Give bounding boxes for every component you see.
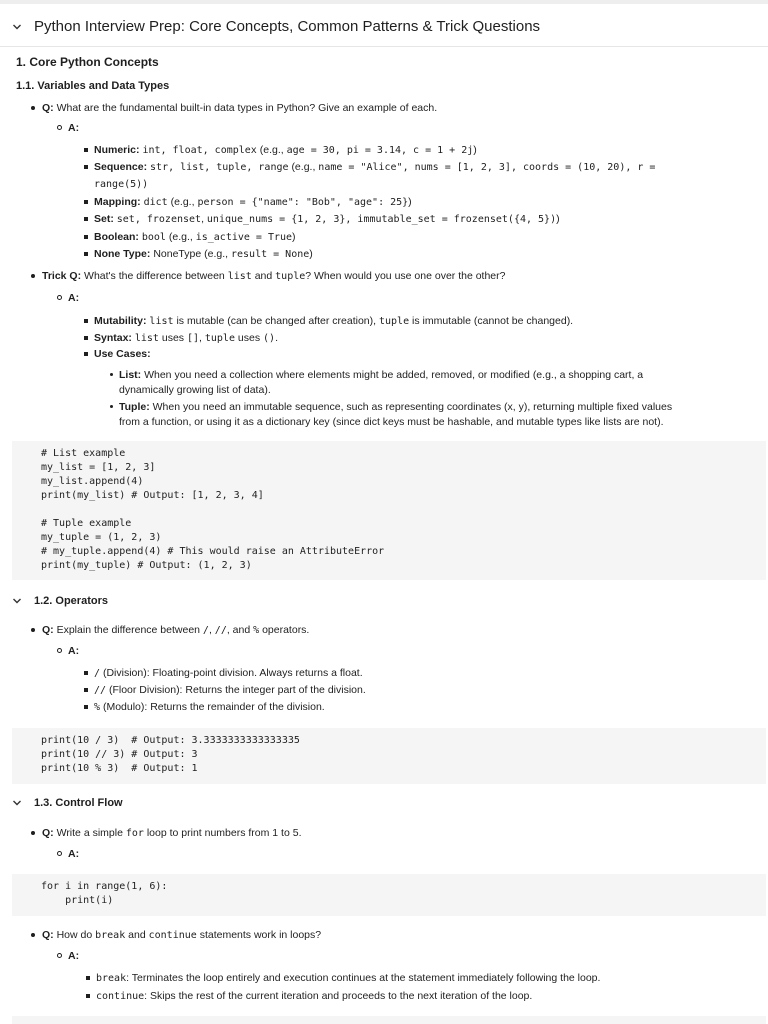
question-5: Q: How do break and continue statements work in loops? <box>42 929 322 941</box>
break-item: break: Terminates the loop entirely and execution continues at the statement immediately following the loop. <box>96 972 601 984</box>
section-heading-1-1: 1.1. Variables and Data Types <box>16 80 170 92</box>
operator-division: / (Division): Floating-point division. Always returns a float. <box>94 667 363 679</box>
datatype-set: Set: set, frozenset, unique_nums = {1, 2, 3}, immutable_set = frozenset({4, 5})) <box>94 213 560 225</box>
answer-label-5: A: <box>68 950 80 962</box>
document-header[interactable] <box>12 18 540 35</box>
section-heading-1-3: 1.3. Control Flow <box>34 797 123 809</box>
question-4: Q: Write a simple for loop to print numbers from 1 to 5. <box>42 827 302 839</box>
section-heading-1-2-row[interactable] <box>12 595 108 607</box>
code-block-list-tuple: # List example my_list = [1, 2, 3] my_list.append(4) print(my_list) # Output: [1, 2, 3, 4] # Tuple example my_tuple = (1, 2, 3) # my_tuple.append(4) # This would raise an AttributeError print(my_tuple) # Output: (1, 2, 3) <box>12 441 766 580</box>
datatype-boolean: Boolean: bool (e.g., is_active = True) <box>94 231 296 243</box>
datatype-sequence: Sequence: str, list, tuple, range (e.g., name = "Alice", nums = [1, 2, 3], coords = (10, 20), r = <box>94 161 656 173</box>
answer-label-2: A: <box>68 292 80 304</box>
code-block-for-loop: for i in range(1, 6): print(i) <box>12 874 766 916</box>
operator-modulo: % (Modulo): Returns the remainder of the division. <box>94 701 325 713</box>
section-heading-1: 1. Core Python Concepts <box>16 55 159 69</box>
datatype-numeric: Numeric: int, float, complex (e.g., age = 30, pi = 3.14, c = 1 + 2j) <box>94 144 477 156</box>
use-case-list-cont: dynamically growing list of data). <box>119 384 271 396</box>
use-cases-item: Use Cases: <box>94 348 151 360</box>
answer-label-3: A: <box>68 645 80 657</box>
operator-floor-division: // (Floor Division): Returns the integer part of the division. <box>94 684 366 696</box>
code-block-operators: print(10 / 3) # Output: 3.3333333333333335 print(10 // 3) # Output: 3 print(10 % 3) # Output: 1 <box>12 728 766 784</box>
chevron-down-icon[interactable] <box>12 798 22 808</box>
datatype-sequence-cont: range(5)) <box>94 179 149 190</box>
continue-item: continue: Skips the rest of the current iteration and proceeds to the next iteration of the loop. <box>96 990 533 1002</box>
use-case-tuple-cont: from a function, or using it as a dictionary key (since dict keys must be hashable, and mutable types like lists are not). <box>119 416 664 428</box>
question-3: Q: Explain the difference between /, //, and % operators. <box>42 624 310 636</box>
question-2: Trick Q: What's the difference between list and tuple? When would you use one over the other? <box>42 270 506 282</box>
mutability-item: Mutability: list is mutable (can be changed after creation), tuple is immutable (cannot be changed). <box>94 315 574 327</box>
section-heading-1-3-row[interactable] <box>12 797 123 809</box>
syntax-item: Syntax: list uses [], tuple uses (). <box>94 332 278 344</box>
section-heading-1-2: 1.2. Operators <box>34 595 108 607</box>
document-title: Python Interview Prep: Core Concepts, Common Patterns & Trick Questions <box>34 18 541 35</box>
use-case-list: List: When you need a collection where elements might be added, removed, or modified (e.g., a shopping cart, a <box>119 369 644 381</box>
chevron-down-icon[interactable] <box>12 22 22 32</box>
datatype-mapping: Mapping: dict (e.g., person = {"name": "Bob", "age": 25}) <box>94 196 412 208</box>
header-divider <box>0 46 768 47</box>
datatype-none: None Type: NoneType (e.g., result = None) <box>94 248 313 260</box>
question-1: Q: What are the fundamental built-in data types in Python? Give an example of each. <box>42 102 438 114</box>
use-case-tuple: Tuple: When you need an immutable sequence, such as representing coordinates (x, y), returning multiple fixed values <box>119 401 673 413</box>
code-block-partial <box>12 1016 766 1024</box>
chevron-down-icon[interactable] <box>12 596 22 606</box>
top-bar <box>0 0 768 4</box>
answer-label-1: A: <box>68 122 80 134</box>
answer-label-4: A: <box>68 848 80 860</box>
